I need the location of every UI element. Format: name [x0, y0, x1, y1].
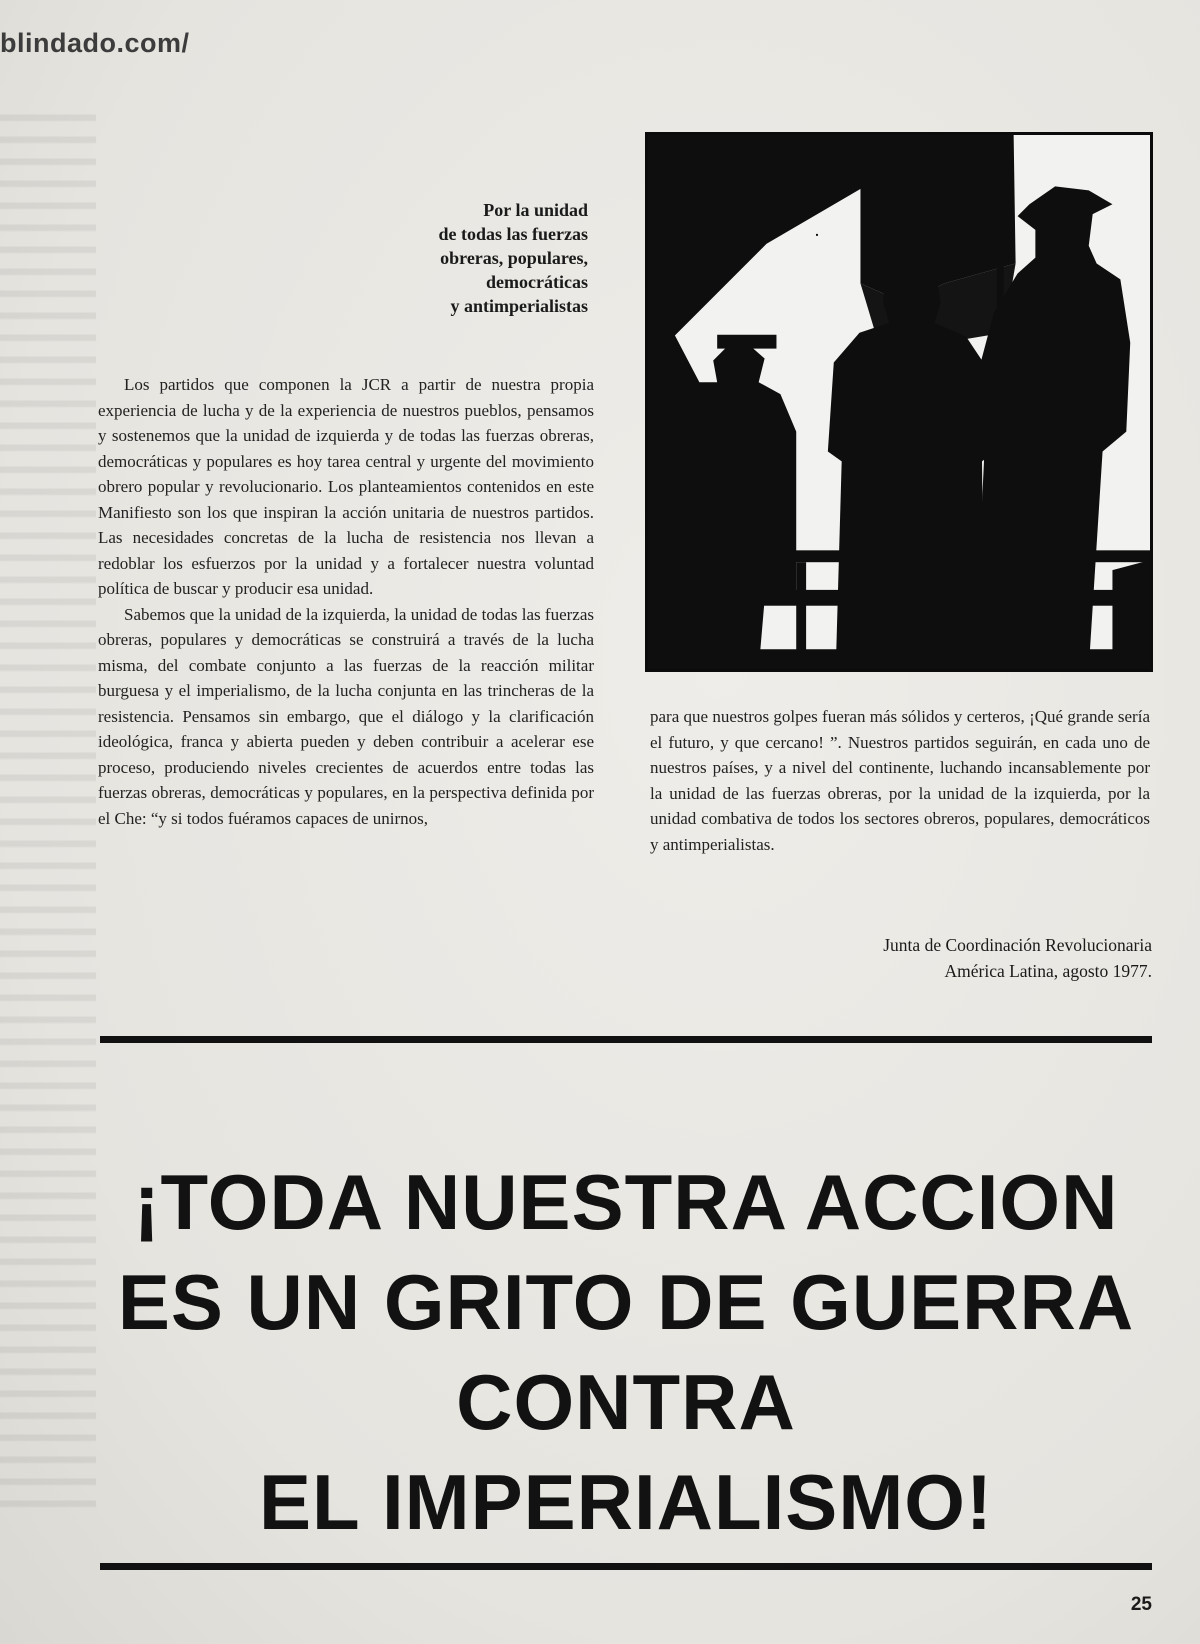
tagline-line: obreras, populares, [440, 248, 588, 268]
tagline-line: y antimperialistas [450, 296, 588, 316]
watermark-text: blindado.com/ [0, 28, 190, 58]
silhouette-photo [645, 132, 1153, 672]
facing-page-bleed [0, 100, 96, 1520]
headline-line: CONTRA [456, 1358, 796, 1446]
paragraph: Los partidos que componen la JCR a partir de nuestra propia experiencia de lucha y de la experiencia de nuestros pueblos, pensamos y sostenemos que la unidad de izquierda y de todas las fuerzas obreras, democráticas y populares es hoy tarea central y urgente del movimiento obrero popular y revolucionario. Los planteamientos contenidos en este Manifiesto son los que inspiran la acción unitaria de nuestros partidos. Las necesidades concretas de la lucha de resistencia nos llevan a redoblar los esfuerzos por la unidad y a fortalecer nuestra voluntad política de buscar y producir esa unidad. [98, 375, 594, 598]
headline-line: EL IMPERIALISMO! [259, 1458, 993, 1546]
tagline-line: democráticas [486, 272, 588, 292]
signature [732, 932, 1152, 984]
tagline [288, 198, 588, 318]
tagline-line: de todas las fuerzas [438, 224, 588, 244]
paragraph: para que nuestros golpes fueran más sólidos y certeros, ¡Qué grande sería el futuro, y que cercano! ”. Nuestros partidos seguirán, en cada uno de nuestros países, y a nivel del continente, luchando incansablemente por la unidad de las fuerzas obreras, por la unidad de la izquierda, por la unidad combativa de todos los sectores obreros, populares, democráticos y antimperialistas. [650, 707, 1150, 854]
tagline-line: Por la unidad [483, 200, 588, 220]
divider-rule [100, 1563, 1152, 1570]
right-column-text [650, 704, 1150, 857]
page-number: 25 [1130, 1594, 1152, 1615]
headline-line: ¡TODA NUESTRA ACCION [133, 1158, 1119, 1246]
headline-line: ES UN GRITO DE GUERRA [117, 1258, 1135, 1346]
signature-organization: Junta de Coordinación Revolucionaria [883, 935, 1152, 955]
photo-graphic [648, 135, 1150, 669]
left-column-text [98, 372, 594, 831]
signature-date: América Latina, agosto 1977. [944, 961, 1152, 981]
headline [100, 1152, 1152, 1552]
divider-rule [100, 1036, 1152, 1043]
paragraph: Sabemos que la unidad de la izquierda, la unidad de todas las fuerzas obreras, populares y democráticas se construirá a través de la lucha misma, del combate conjunto a las fuerzas de la reacción militar burguesa y el imperialismo, de la lucha conjunta en las trincheras de la resistencia. Pensamos sin embargo, que el diálogo y la clarificación ideológica, franca y abierta pueden y deben contribuir a acelerar ese proceso, produciendo niveles crecientes de acuerdos entre todas las fuerzas obreras, democráticas y populares, en la perspectiva definida por el Che: “y si todos fuéramos capaces de unirnos, [98, 604, 594, 828]
